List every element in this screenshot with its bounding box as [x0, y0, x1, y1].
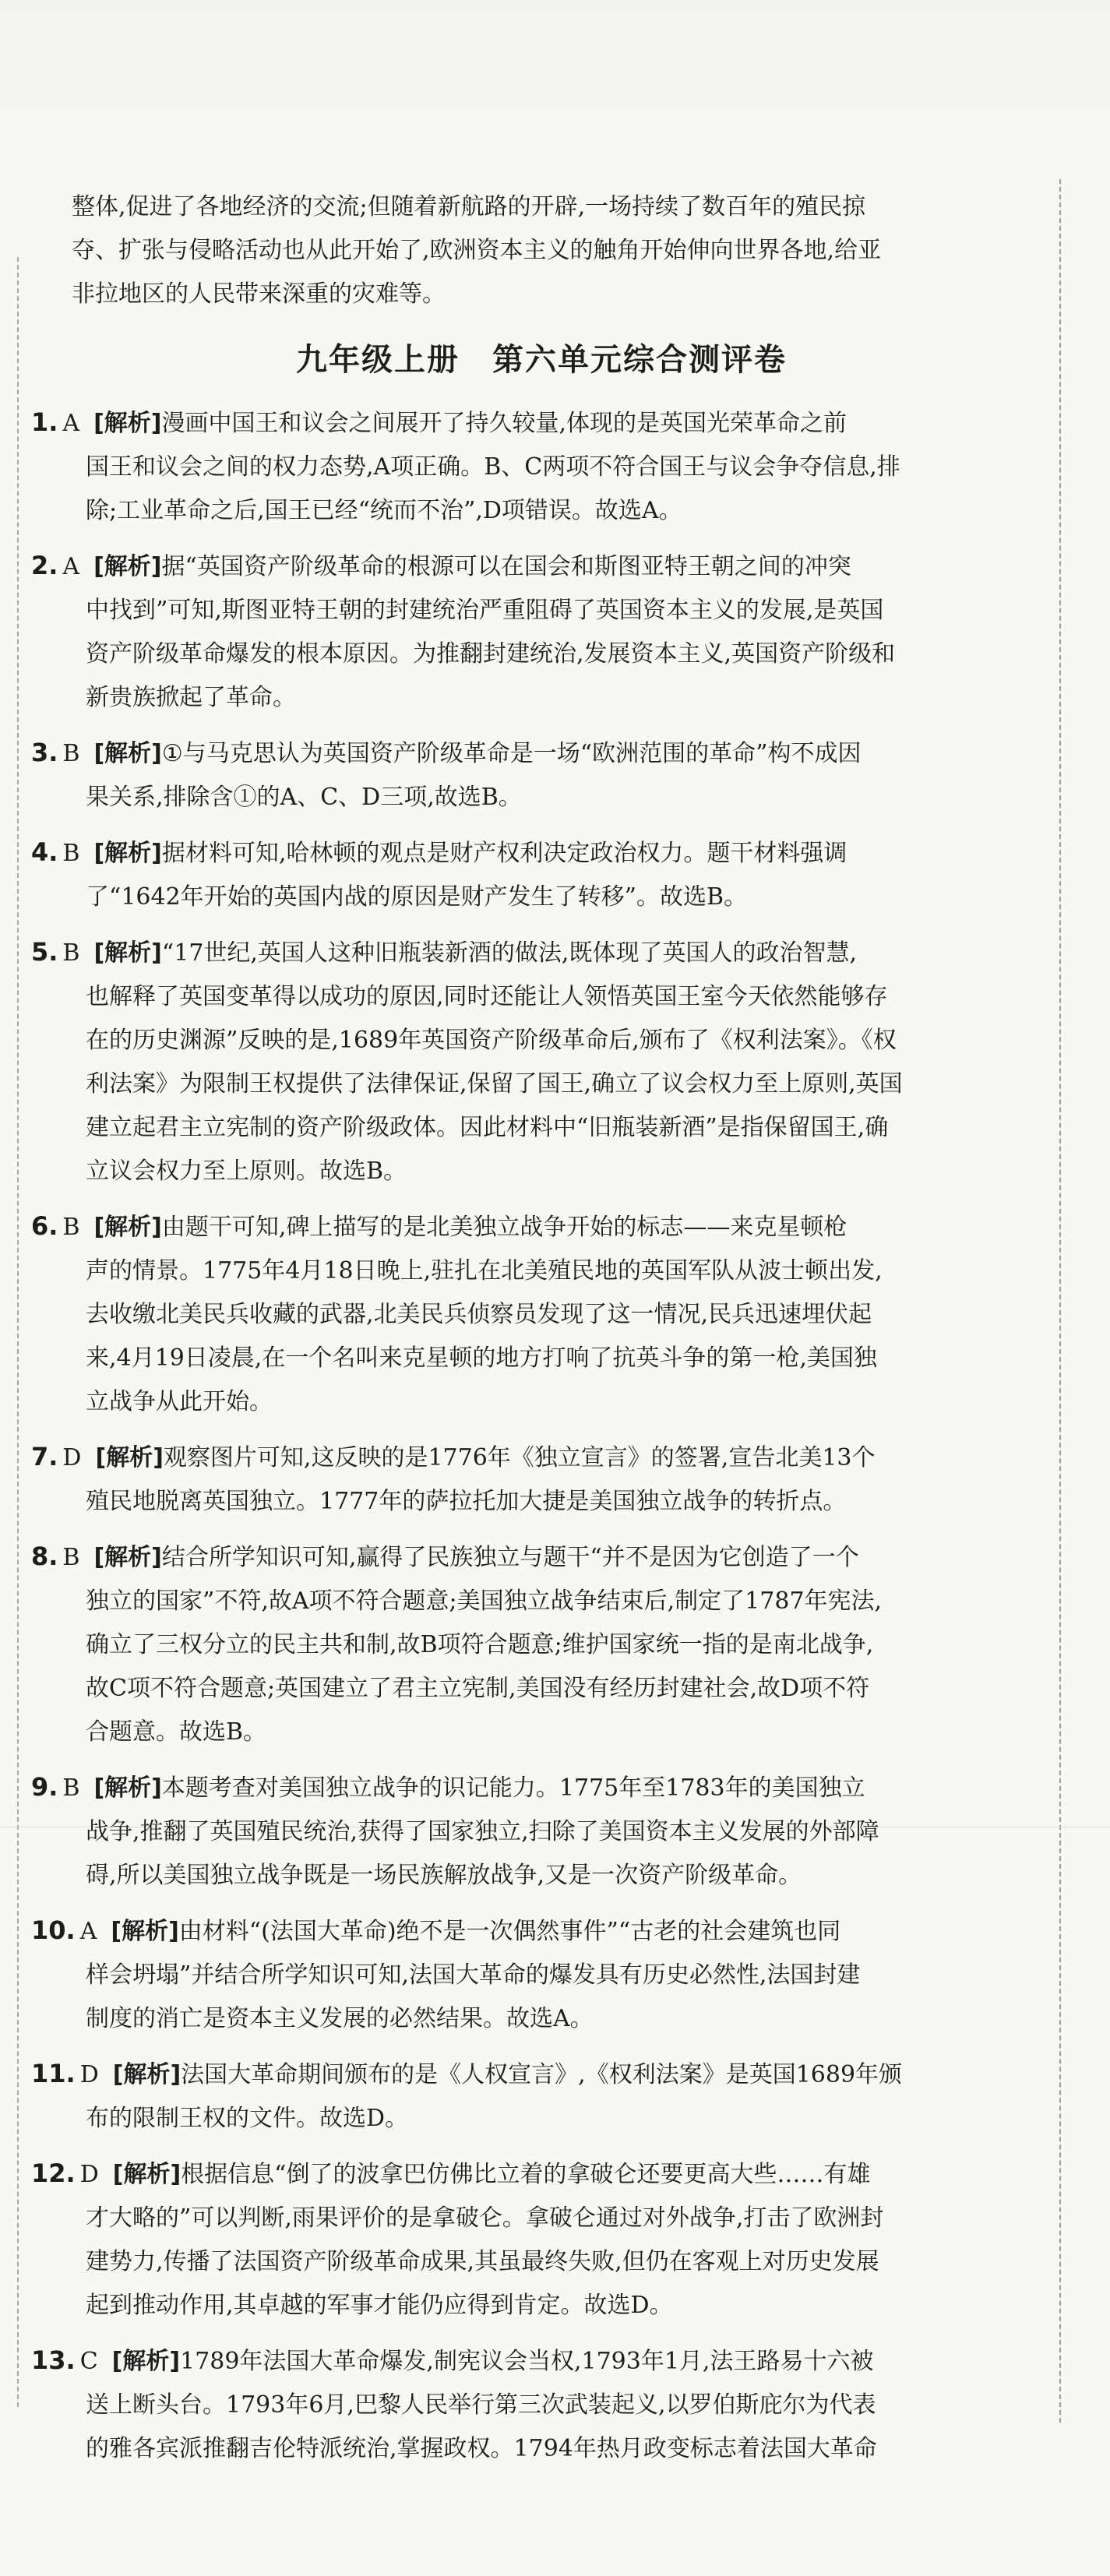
- explanation-text: 由题干可知,碑上描写的是北美独立战争开始的标志——来克星顿枪: [161, 1214, 847, 1241]
- answer-line: [31, 1150, 1052, 1193]
- answer-line: [31, 2338, 1052, 2384]
- explanation-text: 的雅各宾派推翻吉伦特派统治,掌握政权。1794年热月政变标志着法国大革命: [86, 2435, 877, 2462]
- explanation-text: 资产阶级革命爆发的根本原因。为推翻封建统治,发展资本主义,英国资产阶级和: [86, 640, 896, 668]
- answer-line: [31, 975, 1052, 1019]
- answer-line: [31, 1580, 1052, 1623]
- analysis-tag: [解析]: [95, 1444, 164, 1471]
- explanation-text: 独立的国家”不符,故A项不符合题意;美国独立战争结束后,制定了1787年宪法,: [86, 1588, 883, 1615]
- question-number: 10.: [31, 1915, 76, 1945]
- analysis-tag: [解析]: [93, 1214, 162, 1241]
- intro-line: 非拉地区的人民带来深重的灾难等。: [72, 280, 446, 308]
- question-number: 5.: [31, 937, 58, 967]
- analysis-tag: [解析]: [111, 1918, 179, 1945]
- explanation-text: 1789年法国大革命爆发,制宪议会当权,1793年1月,法王路易十六被: [180, 2348, 874, 2375]
- explanation-text: 合题意。故选B。: [86, 1718, 267, 1746]
- answer-item: [31, 731, 1052, 819]
- explanation-text: 布的限制王权的文件。故选D。: [86, 2105, 409, 2132]
- answer-line: [31, 1954, 1052, 1997]
- explanation-text: 碍,所以美国独立战争既是一场民族解放战争,又是一次资产阶级革命。: [86, 1862, 802, 1889]
- explanation-text: 漫画中国王和议会之间展开了持久较量,体现的是英国光荣革命之前: [161, 410, 847, 437]
- answer-item: [31, 830, 1052, 919]
- answer-letter: B: [62, 1214, 80, 1241]
- answer-line: [31, 1623, 1052, 1667]
- answer-letter: A: [62, 410, 80, 437]
- explanation-text: 了“1642年开始的英国内战的原因是财产发生了转移”。故选B。: [86, 883, 748, 911]
- answer-line: [31, 1293, 1052, 1337]
- explanation-text: 中找到”可知,斯图亚特王朝的封建统治严重阻碍了英国资本主义的发展,是英国: [86, 597, 884, 624]
- answer-line: [31, 1435, 1052, 1480]
- content: [31, 185, 1052, 2482]
- answer-item: [31, 1765, 1052, 1898]
- explanation-text: 来,4月19日凌晨,在一个名叫来克星顿的地方打响了抗英斗争的第一枪,美国独: [86, 1344, 877, 1372]
- answer-item: [31, 930, 1052, 1193]
- explanation-text: 才大略的”可以判断,雨果评价的是拿破仑。拿破仑通过对外战争,打击了欧洲封: [86, 2204, 884, 2232]
- analysis-tag: [解析]: [93, 553, 162, 580]
- question-number: 12.: [31, 2158, 76, 2188]
- answer-letter: B: [62, 1774, 80, 1802]
- intro-line: 夺、扩张与侵略活动也从此开始了,欧洲资本主义的触角开始伸向世界各地,给亚: [72, 237, 882, 264]
- explanation-text: 结合所学知识可知,赢得了民族独立与题干“并不是因为它创造了一个: [161, 1544, 859, 1571]
- explanation-text: 建立起君主立宪制的资产阶级政体。因此材料中“旧瓶装新酒”是指保留国王,确: [86, 1114, 889, 1141]
- answer-line: [31, 2097, 1052, 2141]
- answer-line: [31, 446, 1052, 489]
- answer-letter: D: [79, 2161, 99, 2188]
- answer-letter: B: [62, 740, 80, 767]
- answer-line: [31, 1106, 1052, 1150]
- answer-item: [31, 1908, 1052, 2041]
- analysis-tag: [解析]: [93, 1544, 162, 1571]
- question-number: 1.: [31, 407, 58, 437]
- answer-line: [31, 1380, 1052, 1424]
- answer-line: [31, 1019, 1052, 1062]
- answer-line: [31, 930, 1052, 975]
- question-number: 2.: [31, 551, 58, 580]
- explanation-text: 建势力,传播了法国资产阶级革命成果,其虽最终失败,但仍在客观上对历史发展: [86, 2248, 879, 2275]
- answer-line: [31, 544, 1052, 589]
- answer-letter: A: [79, 1918, 97, 1945]
- answer-line: [31, 1249, 1052, 1293]
- binding-dashed-line-right: [1059, 179, 1061, 2423]
- answer-line: [31, 1908, 1052, 1954]
- explanation-text: 故C项不符合题意;英国建立了君主立宪制,美国没有经历封建社会,故D项不符: [86, 1675, 870, 1702]
- answer-line: [31, 589, 1052, 633]
- explanation-text: 声的情景。1775年4月18日晚上,驻扎在北美殖民地的英国军队从波士顿出发,: [86, 1257, 883, 1284]
- analysis-tag: [解析]: [93, 740, 162, 767]
- explanation-text: 据材料可知,哈林顿的观点是财产权利决定政治权力。题干材料强调: [161, 840, 847, 867]
- question-number: 4.: [31, 837, 58, 867]
- intro-paragraph: [31, 185, 1052, 316]
- explanation-text: 确立了三权分立的民主共和制,故B项符合题意;维护国家统一指的是南北战争,: [86, 1631, 874, 1658]
- answer-line: [31, 2384, 1052, 2427]
- answer-line: [31, 1854, 1052, 1898]
- explanation-text: 国王和议会之间的权力态势,A项正确。B、C两项不符合国王与议会争夺信息,排: [86, 453, 900, 481]
- analysis-tag: [解析]: [93, 1774, 162, 1802]
- explanation-text: “17世纪,英国人这种旧瓶装新酒的做法,既体现了英国人的政治智慧,: [161, 939, 858, 967]
- answer-line: [31, 1711, 1052, 1754]
- answer-letter: A: [62, 553, 80, 580]
- explanation-text: 立议会权力至上原则。故选B。: [86, 1158, 407, 1185]
- explanation-text: 根据信息“倒了的波拿巴仿佛比立着的拿破仑还要更高大些……有雄: [181, 2161, 871, 2188]
- answer-letter: B: [62, 840, 80, 867]
- explanation-text: 殖民地脱离英国独立。1777年的萨拉托加大捷是美国独立战争的转折点。: [86, 1488, 847, 1515]
- answer-line: [31, 731, 1052, 776]
- explanation-text: 去收缴北美民兵收藏的武器,北美民兵侦察员发现了这一情况,民兵迅速埋伏起: [86, 1301, 872, 1328]
- answer-line: [31, 1062, 1052, 1106]
- answer-list: [31, 400, 1052, 2471]
- analysis-tag: [解析]: [112, 2161, 181, 2188]
- analysis-tag: [解析]: [93, 410, 162, 437]
- explanation-text: 本题考查对美国独立战争的识记能力。1775年至1783年的美国独立: [161, 1774, 865, 1802]
- question-number: 13.: [31, 2345, 76, 2375]
- answer-line: [31, 776, 1052, 819]
- explanation-text: 样会坍塌”并结合所学知识可知,法国大革命的爆发具有历史必然性,法国封建: [86, 1961, 861, 1989]
- explanation-text: 战争,推翻了英国殖民统治,获得了国家独立,扫除了美国资本主义发展的外部障: [86, 1818, 879, 1845]
- answer-line: [31, 2284, 1052, 2328]
- question-number: 11.: [31, 2059, 76, 2088]
- answer-line: [31, 1997, 1052, 2041]
- analysis-tag: [解析]: [111, 2348, 181, 2375]
- answer-item: [31, 2338, 1052, 2471]
- answer-line: [31, 2151, 1052, 2197]
- answer-line: [31, 1535, 1052, 1580]
- answer-item: [31, 544, 1052, 720]
- answer-line: [31, 400, 1052, 446]
- answer-line: [31, 633, 1052, 676]
- explanation-text: 起到推动作用,其卓越的军事才能仍应得到肯定。故选D。: [86, 2292, 673, 2319]
- answer-item: [31, 2151, 1052, 2328]
- analysis-tag: [解析]: [93, 939, 162, 967]
- answer-line: [31, 1810, 1052, 1854]
- explanation-text: 利法案》为限制王权提供了法律保证,保留了国王,确立了议会权力至上原则,英国: [86, 1070, 903, 1098]
- explanation-text: 除;工业革命之后,国王已经“统而不治”,D项错误。故选A。: [86, 497, 682, 524]
- explanation-text: 立战争从此开始。: [86, 1388, 273, 1415]
- answer-line: [31, 830, 1052, 876]
- explanation-text: 由材料“(法国大革命)绝不是一次偶然事件”“古老的社会建筑也同: [178, 1918, 841, 1945]
- explanation-text: 制度的消亡是资本主义发展的必然结果。故选A。: [86, 2005, 594, 2032]
- question-number: 8.: [31, 1542, 58, 1571]
- answer-letter: C: [79, 2348, 98, 2375]
- question-number: 9.: [31, 1772, 58, 1802]
- answer-line: [31, 2052, 1052, 2097]
- explanation-text: 果关系,排除含①的A、C、D三项,故选B。: [86, 784, 522, 811]
- explanation-text: 新贵族掀起了革命。: [86, 684, 296, 711]
- binding-dashed-line-left: [17, 257, 19, 2407]
- answer-letter: D: [79, 2061, 99, 2088]
- answer-letter: B: [62, 939, 80, 967]
- answer-line: [31, 2427, 1052, 2471]
- explanation-text: 也解释了英国变革得以成功的原因,同时还能让人领悟英国王室今天依然能够存: [86, 983, 888, 1010]
- explanation-text: 观察图片可知,这反映的是1776年《独立宣言》的签署,宣告北美13个: [163, 1444, 876, 1471]
- section-title: 九年级上册 第六单元综合测评卷: [296, 342, 787, 378]
- answer-letter: D: [62, 1444, 82, 1471]
- answer-item: [31, 1535, 1052, 1754]
- question-number: 7.: [31, 1442, 58, 1471]
- explanation-text: ①与马克思认为英国资产阶级革命是一场“欧洲范围的革命”构不成因: [161, 740, 862, 767]
- analysis-tag: [解析]: [112, 2061, 181, 2088]
- answer-line: [31, 2240, 1052, 2284]
- answer-line: [31, 676, 1052, 720]
- answer-item: [31, 400, 1052, 533]
- answer-line: [31, 1765, 1052, 1810]
- answer-line: [31, 2197, 1052, 2240]
- answer-line: [31, 1667, 1052, 1711]
- answer-line: [31, 876, 1052, 919]
- explanation-text: 送上断头台。1793年6月,巴黎人民举行第三次武装起义,以罗伯斯庇尔为代表: [86, 2391, 876, 2419]
- answer-item: [31, 1435, 1052, 1524]
- explanation-text: 法国大革命期间颁布的是《人权宣言》,《权利法案》是英国1689年颁: [181, 2061, 903, 2088]
- intro-line: 整体,促进了各地经济的交流;但随着新航路的开辟,一场持续了数百年的殖民掠: [72, 193, 866, 220]
- answer-letter: B: [62, 1544, 80, 1571]
- answer-line: [31, 1480, 1052, 1524]
- answer-line: [31, 489, 1052, 533]
- analysis-tag: [解析]: [93, 840, 162, 867]
- answer-item: [31, 1204, 1052, 1424]
- answer-item: [31, 2052, 1052, 2141]
- answer-line: [31, 1204, 1052, 1249]
- explanation-text: 据“英国资产阶级革命的根源可以在国会和斯图亚特王朝之间的冲突: [161, 553, 851, 580]
- top-margin: [0, 0, 1110, 140]
- question-number: 6.: [31, 1211, 58, 1241]
- explanation-text: 在的历史渊源”反映的是,1689年英国资产阶级革命后,颁布了《权利法案》。《权: [86, 1027, 897, 1054]
- question-number: 3.: [31, 738, 58, 767]
- answer-line: [31, 1337, 1052, 1380]
